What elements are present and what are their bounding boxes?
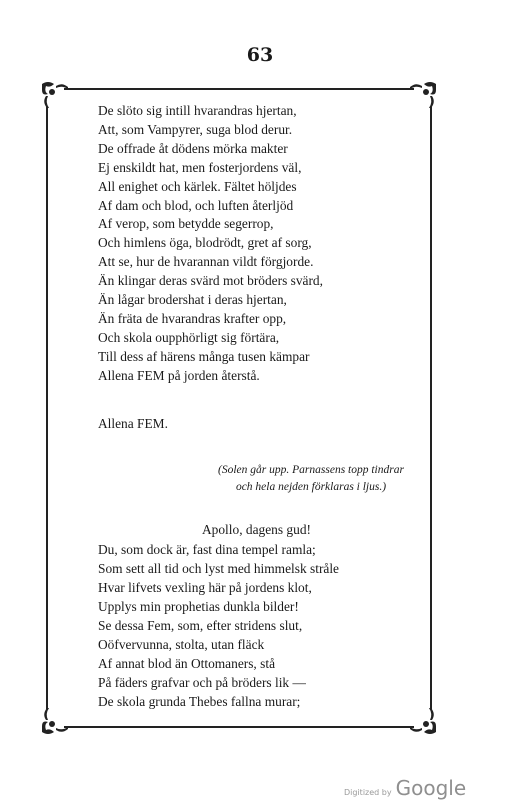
poem-line: Oöfvervunna, stolta, utan fläck <box>98 637 265 652</box>
poem-line: All enighet och kärlek. Fältet höljdes <box>98 178 297 194</box>
stage-direction-line: och hela nejden förklaras i ljus.) <box>235 481 387 493</box>
google-logo: Google <box>395 776 467 800</box>
poem-line: De skola grunda Thebes fallna murar; <box>98 694 301 709</box>
ornament-corner-icon <box>406 704 440 738</box>
poem-line: Att, som Vampyrer, suga blod derur. <box>98 121 293 137</box>
poem-line: Än fräta de hvarandras krafter opp, <box>98 310 287 326</box>
border-right <box>430 106 432 710</box>
digitized-watermark <box>344 776 466 800</box>
poem-line: Än klingar deras svärd mot bröders svärd, <box>98 273 323 289</box>
poem-line: Hvar lifvets vexling här på jordens klot, <box>98 580 312 595</box>
poem-stanza-2 <box>98 540 339 711</box>
poem-line: Som sett all tid och lyst med himmelsk stråle <box>98 561 340 576</box>
poem-line: Och himlens öga, blodrödt, gret af sorg, <box>98 235 312 251</box>
poem-line: Och skola oupphörligt sig förtära, <box>98 329 280 345</box>
poem-line: Ej enskildt hat, men fosterjordens väl, <box>98 159 302 175</box>
stage-direction-line: (Solen går upp. Parnassens topp tindrar <box>218 464 404 476</box>
border-top <box>64 88 414 90</box>
ornament-corner-icon <box>406 78 440 112</box>
poem-line: Af verop, som betydde segerrop, <box>98 216 274 232</box>
watermark-prefix: Digitized by <box>344 788 392 797</box>
border-left <box>46 106 48 710</box>
poem-line: Än lågar brodershat i deras hjertan, <box>98 292 287 308</box>
stage-direction <box>196 462 426 496</box>
ornament-corner-icon <box>38 704 72 738</box>
invocation-line: Apollo, dagens gud! <box>202 522 311 537</box>
poem-line: Upplys min prophetias dunkla bilder! <box>98 599 299 614</box>
ornament-corner-icon <box>38 78 72 112</box>
poem-line: På fäders grafvar och på bröders lik — <box>98 675 306 690</box>
poem-line: Af dam och blod, och luften återljöd <box>98 197 294 213</box>
poem-line: Att se, hur de hvarannan vildt förgjorde. <box>98 254 314 270</box>
poem-line: De offrade åt dödens mörka makter <box>98 140 288 156</box>
page-number: 63 <box>246 44 274 66</box>
poem-line: Se dessa Fem, som, efter stridens slut, <box>98 618 303 633</box>
poem-stanza-1 <box>98 102 323 386</box>
poem-line: Af annat blod än Ottomaners, stå <box>98 656 276 671</box>
poem-line: Du, som dock är, fast dina tempel ramla; <box>98 542 316 557</box>
poem-line: De slöto sig intill hvarandras hjertan, <box>98 103 297 118</box>
poem-line: Till dess af härens många tusen kämpar <box>98 348 310 364</box>
border-bottom <box>64 726 414 728</box>
poem-line: Allena FEM på jorden återstå. <box>98 367 260 383</box>
speaker-line: Allena FEM. <box>98 416 168 431</box>
